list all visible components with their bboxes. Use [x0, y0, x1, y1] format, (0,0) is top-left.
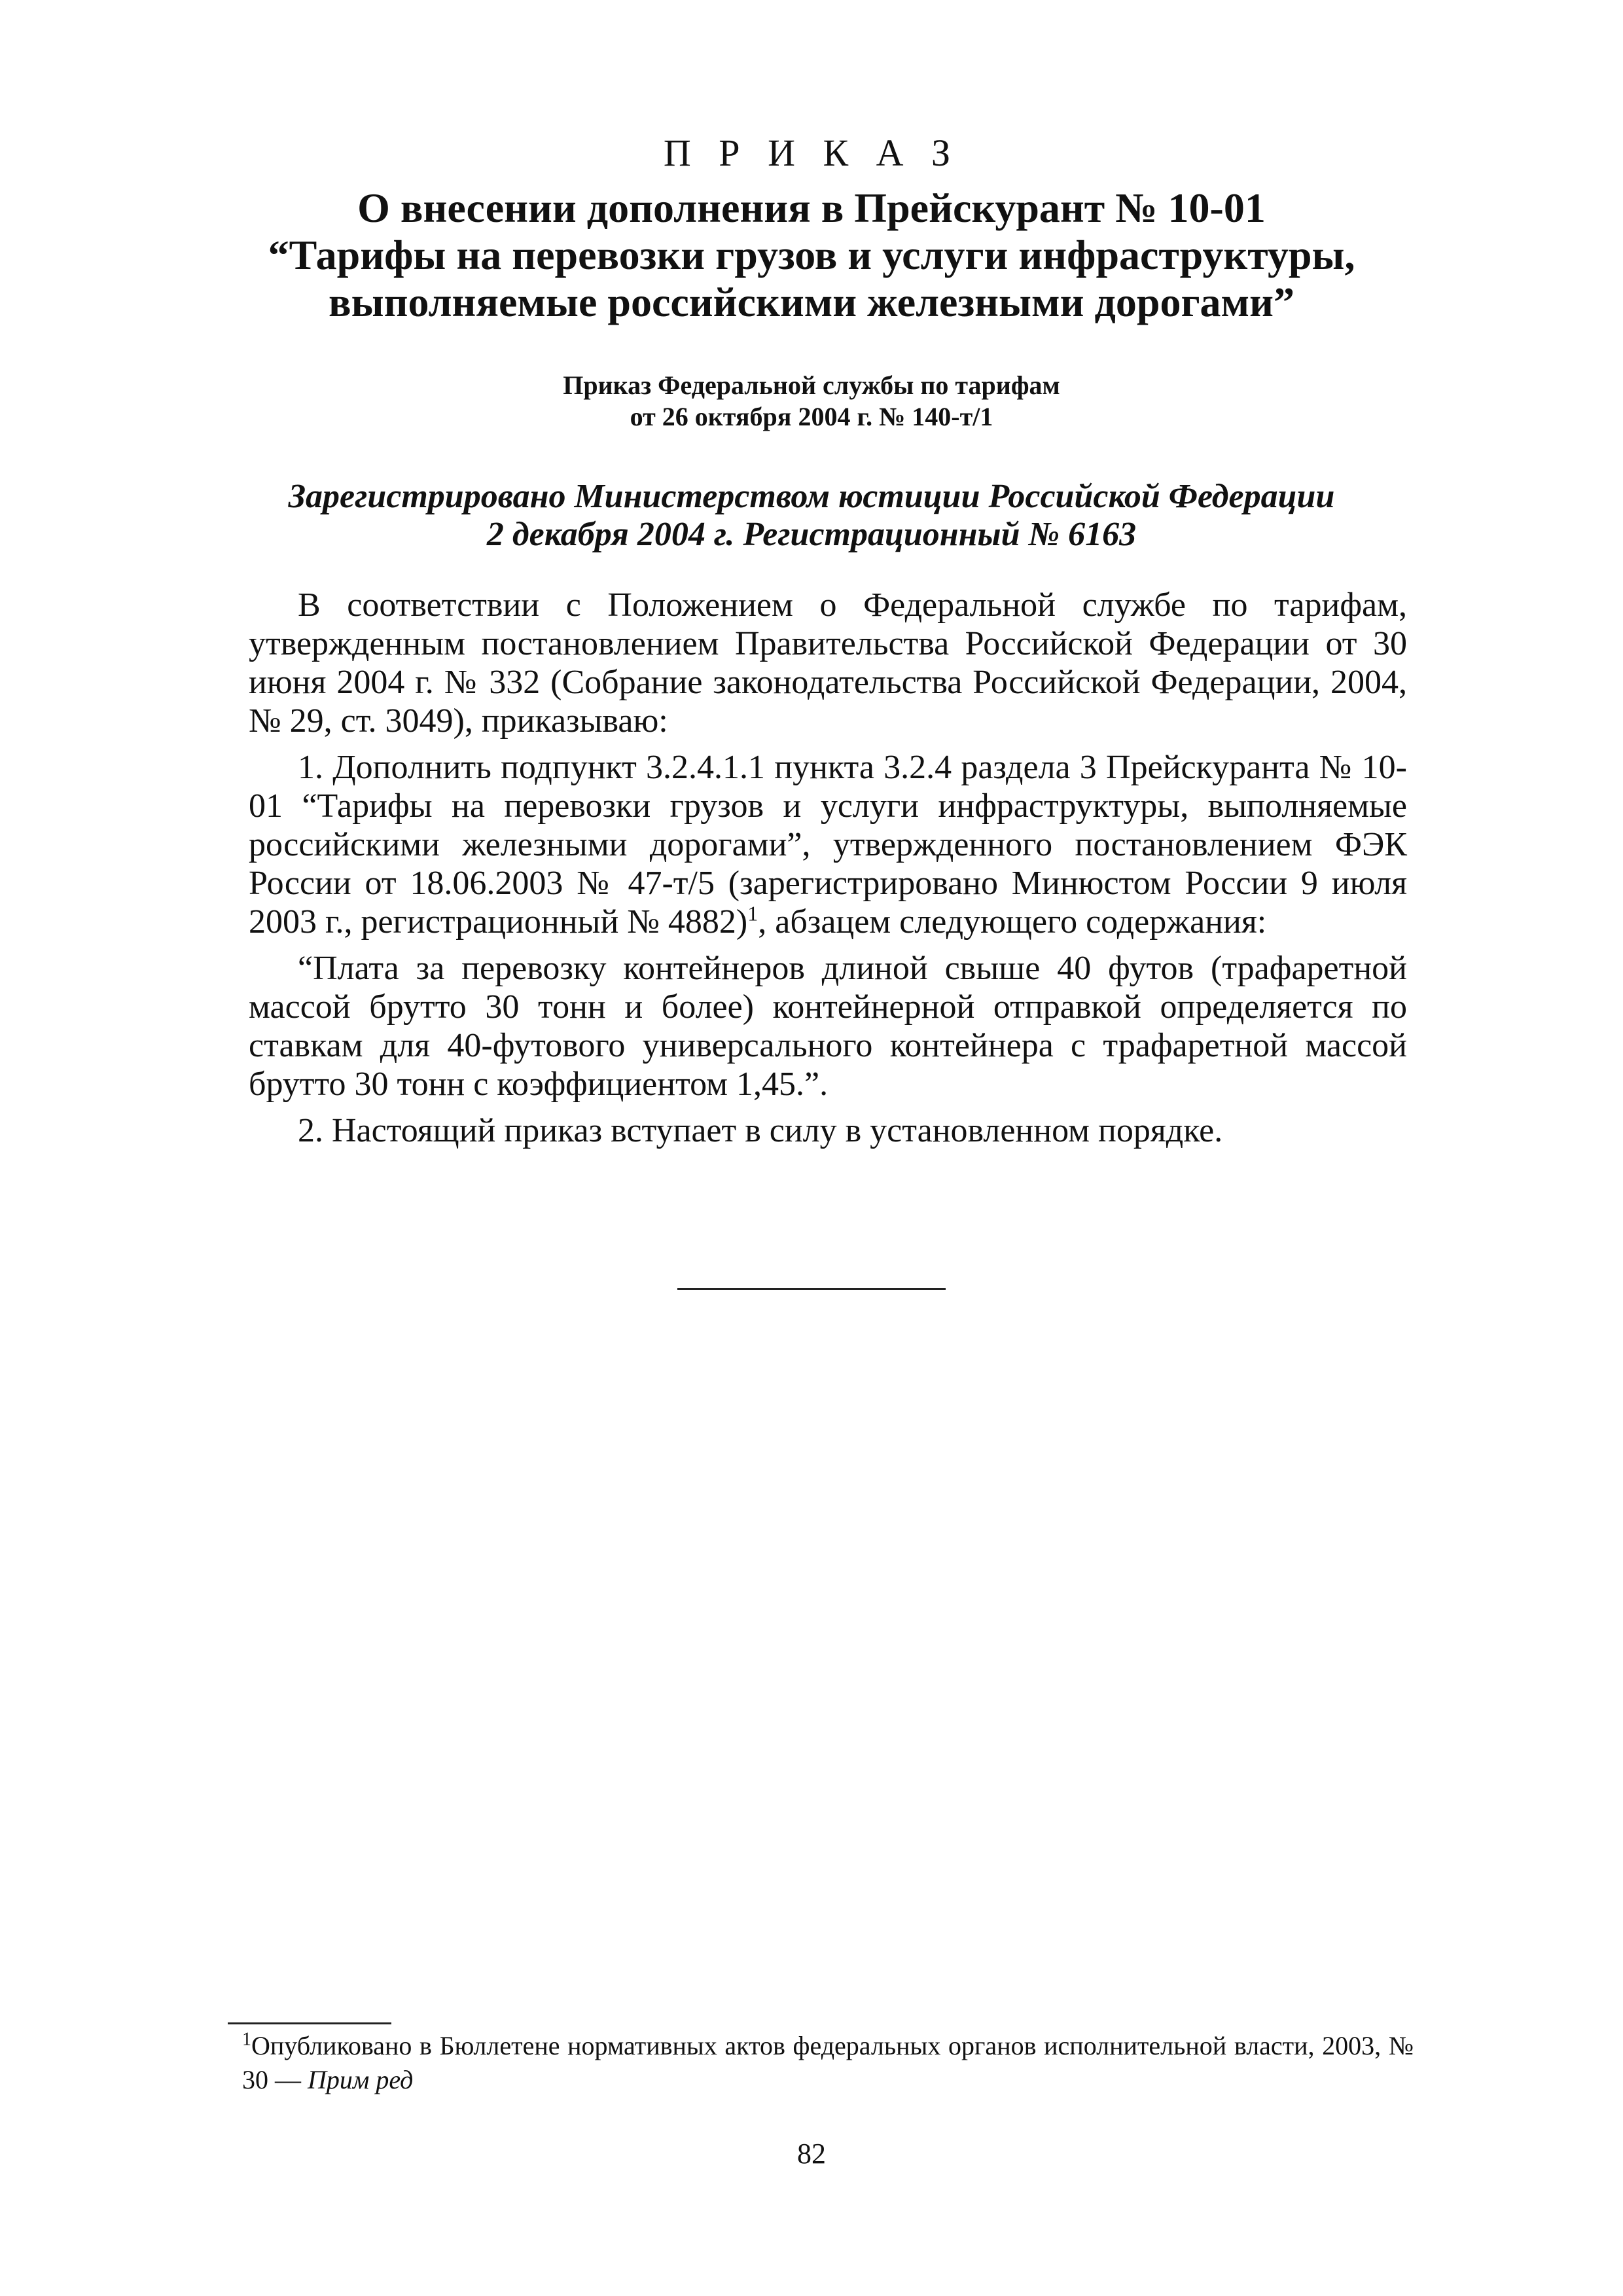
document-title	[0, 185, 1623, 326]
issuer-block	[0, 370, 1623, 433]
quoted-amendment-paragraph: “Плата за перевозку контейнеров длиной свыше 40 футов (трафаретной массой брутто 30 тонн и более) контейнерной отправкой определяется по ставкам для 40-футового универсального контейнера с трафаретной массой брутто 30 тонн с коэффициентом 1,45.”.	[249, 950, 1407, 1103]
item-2-paragraph: 2. Настоящий приказ вступает в силу в установленном порядке.	[298, 1112, 1223, 1149]
item-1-text: 1. Дополнить подпункт 3.2.4.1.1 пункта 3.2.4 раздела 3 Прейскуранта № 10-01 “Тарифы на перевозки грузов и услуги инфраструктуры, выполняемые российскими железными дорогами”, утвержденного постановлением ФЭК России от 18.06.2003 № 47-т/5 (зарегистрировано Минюстом России 9 июля 2003 г., регистрационный № 4882)	[249, 749, 1407, 941]
item-1-paragraph	[249, 748, 1407, 941]
footnote-divider	[228, 2022, 391, 2024]
registration-block	[0, 478, 1623, 554]
preamble-paragraph: В соответствии с Положением о Федеральной службе по тарифам, утвержденным постановлением Правительства Российской Федерации от 30 июня 2004 г. № 332 (Собрание законодательства Российской Федерации, 2004, № 29, ст. 3049), приказываю:	[249, 586, 1407, 740]
registration-number-line: 2 декабря 2004 г. Регистрационный № 6163	[486, 516, 1137, 553]
issuer-line: Приказ Федеральной службы по тарифам	[563, 370, 1060, 400]
title-line: “Тарифы на перевозки грузов и услуги инфраструктуры,	[268, 232, 1355, 278]
registration-line: Зарегистрировано Министерством юстиции Российской Федерации	[288, 478, 1335, 515]
section-separator	[677, 1288, 946, 1290]
issuer-date-line: от 26 октября 2004 г. № 140-т/1	[630, 402, 993, 431]
document-type-heading: П Р И К А З	[663, 132, 960, 174]
title-line: О внесении дополнения в Прейскурант № 10-01	[357, 185, 1266, 231]
footnote	[242, 2029, 1414, 2097]
page-number: 82	[797, 2138, 826, 2170]
item-1-text-continued: , абзацем следующего содержания:	[758, 903, 1267, 941]
footnote-mark: 1	[242, 2029, 251, 2050]
title-line: выполняемые российскими железными дорогами”	[329, 279, 1294, 325]
footnote-text: Опубликовано в Бюллетене нормативных актов федеральных органов исполнительной власти, 2003, № 30 —	[242, 2031, 1414, 2094]
footnote-reference: 1	[747, 901, 758, 925]
body-text	[249, 586, 1407, 1158]
footnote-editor-note: Прим ред	[308, 2065, 414, 2094]
